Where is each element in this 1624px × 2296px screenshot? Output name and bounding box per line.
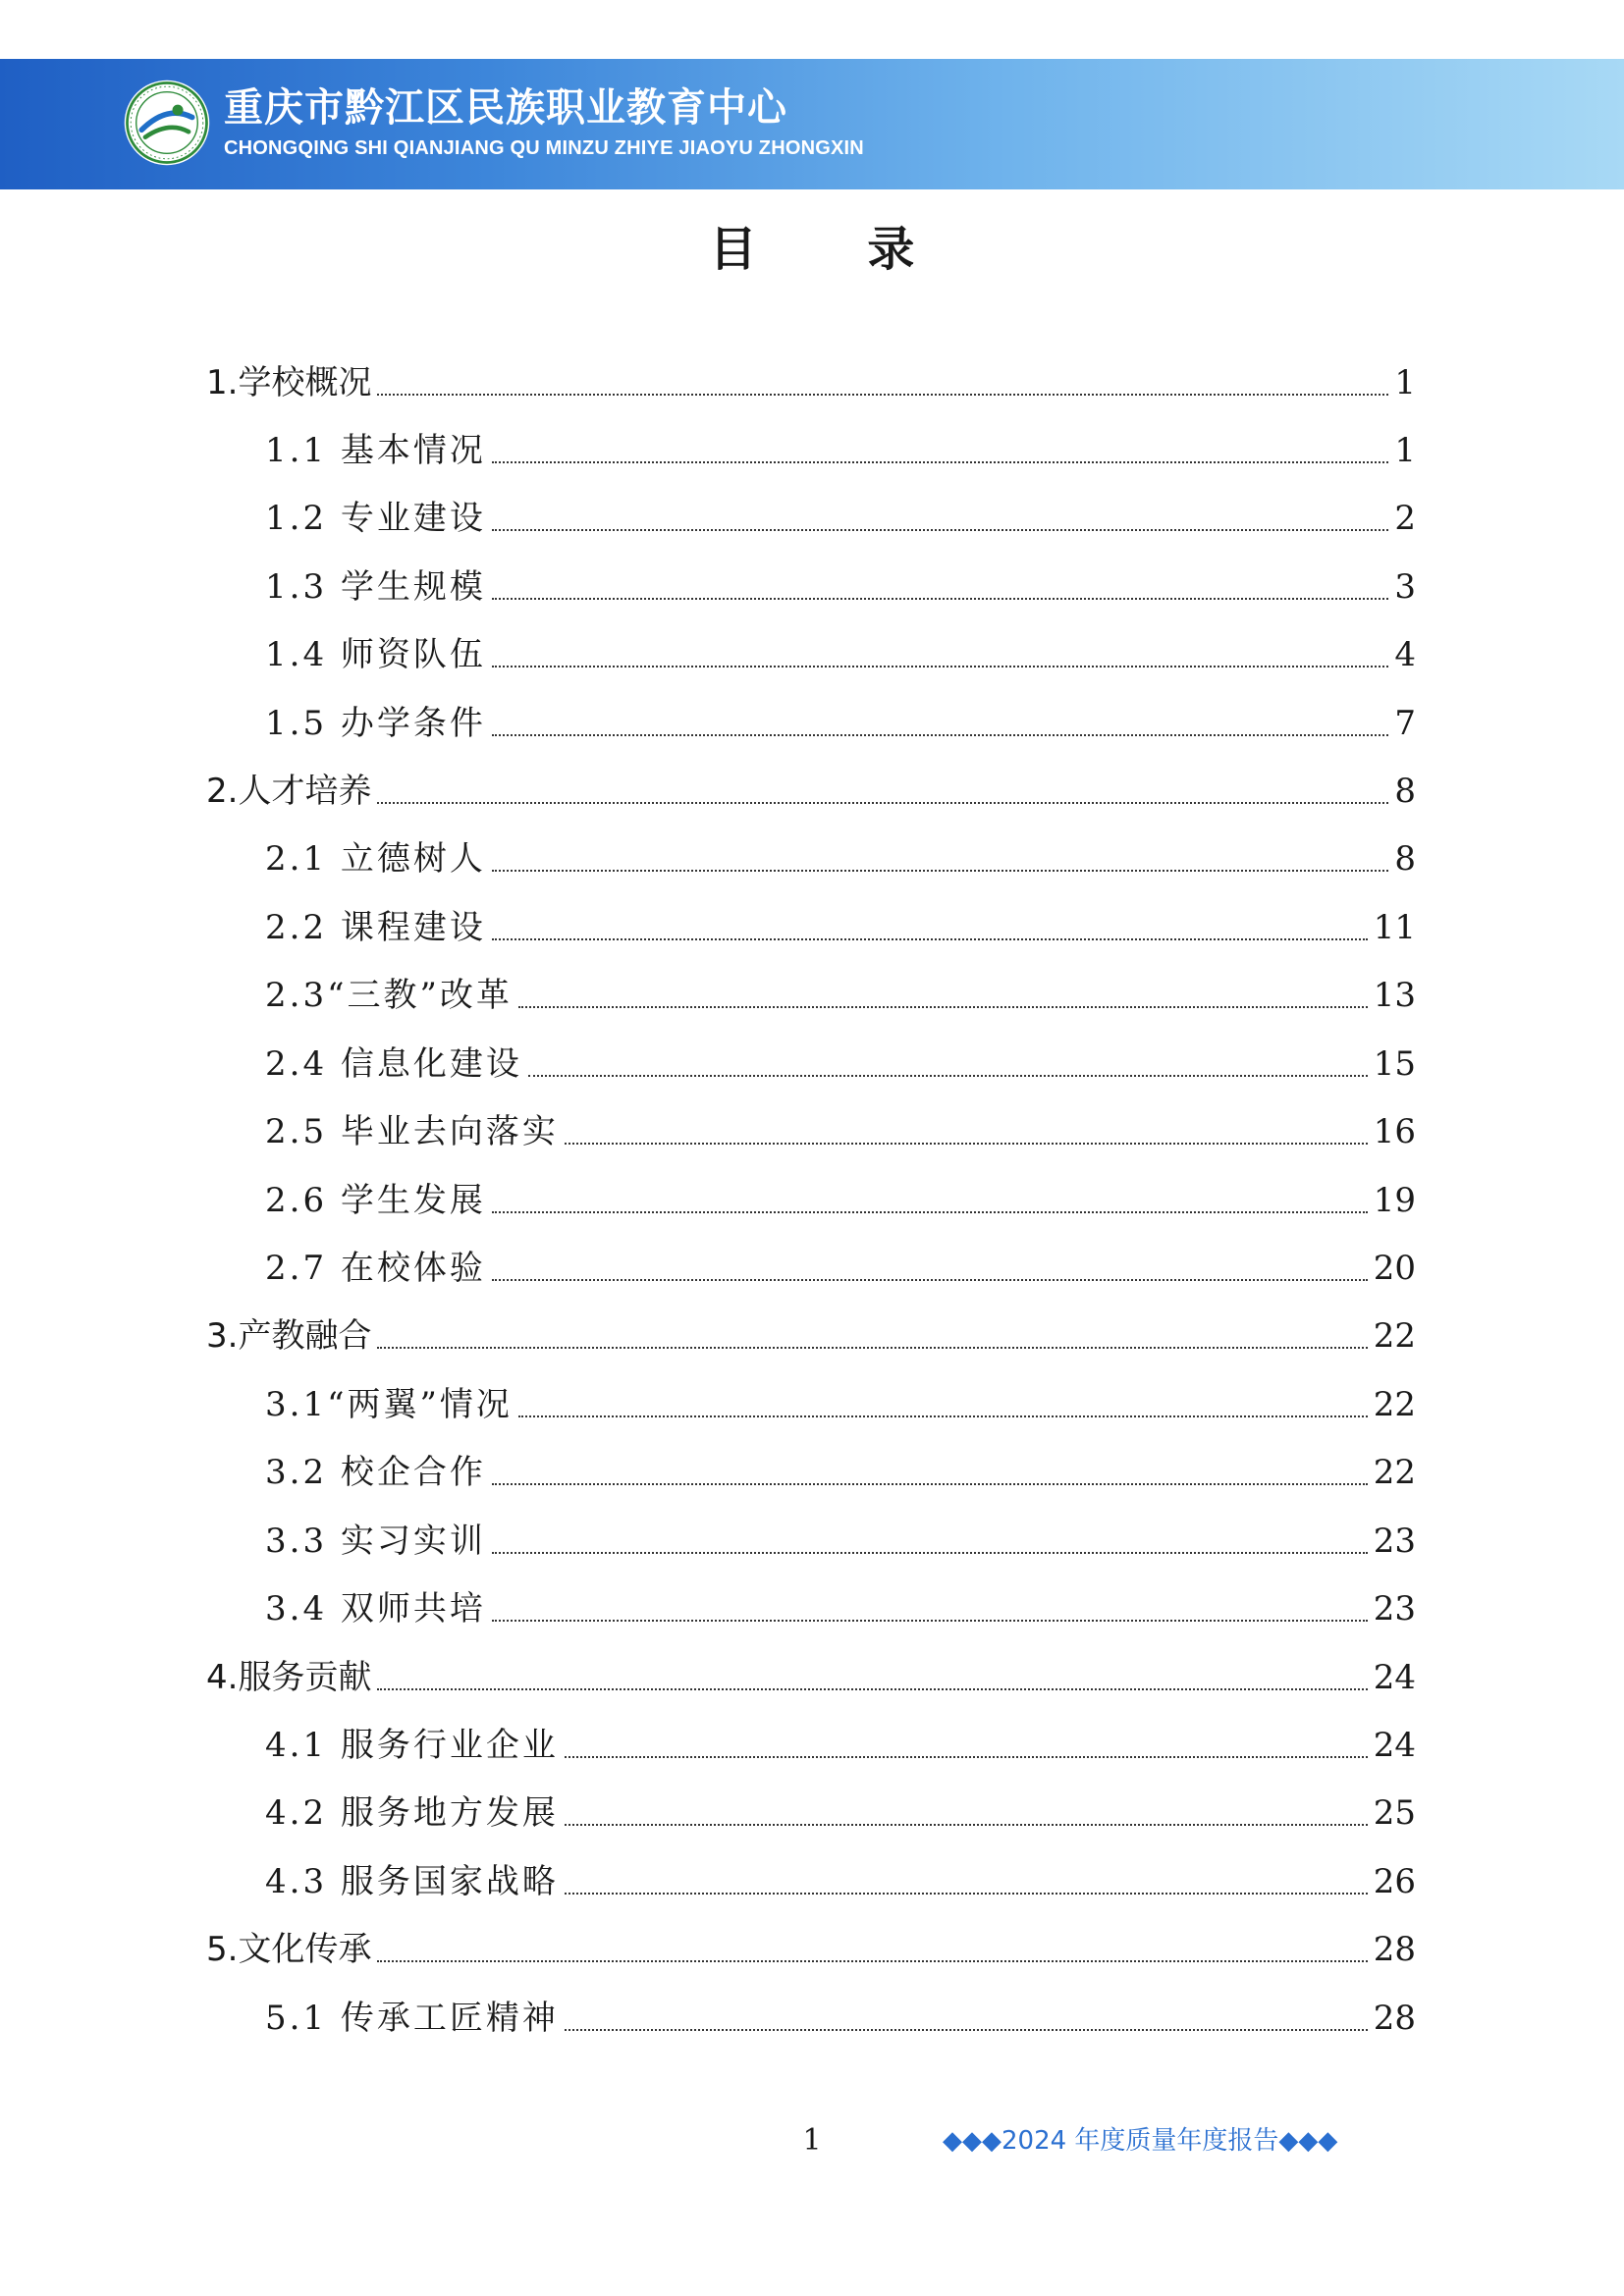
dot-leader <box>565 2029 1368 2031</box>
toc-entry-page: 28 <box>1373 1999 1416 2038</box>
toc-entry-page: 22 <box>1373 1316 1416 1356</box>
toc-entry-page: 8 <box>1394 839 1416 879</box>
toc-entry-page: 2 <box>1394 499 1416 538</box>
toc-entry-page: 25 <box>1373 1793 1416 1833</box>
toc-entry[interactable] <box>265 1377 1416 1426</box>
dot-leader <box>377 1960 1367 1962</box>
dot-leader <box>492 1552 1368 1554</box>
toc-entry-label: 1.2 专业建设 <box>265 499 486 538</box>
toc-entry-label: 2.7 在校体验 <box>265 1249 486 1288</box>
dot-leader <box>518 1415 1368 1417</box>
toc-entry[interactable] <box>265 1445 1416 1494</box>
toc-entry[interactable] <box>265 1854 1416 1903</box>
dot-leader <box>492 666 1388 667</box>
toc-entry[interactable] <box>265 900 1416 949</box>
toc-entry-label: 1.3 学生规模 <box>265 567 486 607</box>
dot-leader <box>377 1688 1367 1690</box>
toc-entry-label: 5.1 传承工匠精神 <box>265 1999 559 2038</box>
toc-entry-page: 23 <box>1373 1589 1416 1629</box>
toc-entry[interactable] <box>265 491 1416 540</box>
toc-entry-page: 19 <box>1373 1181 1416 1220</box>
toc-entry-label: 5.文化传承 <box>206 1930 372 1969</box>
toc-entry-label: 4.1 服务行业企业 <box>265 1726 559 1765</box>
toc-entry[interactable] <box>265 1173 1416 1222</box>
dot-leader <box>492 1620 1368 1622</box>
dot-leader <box>565 1756 1368 1758</box>
toc-entry[interactable] <box>265 1241 1416 1290</box>
toc-entry-label: 1.学校概况 <box>206 363 372 402</box>
toc-entry[interactable] <box>265 696 1416 745</box>
dot-leader <box>492 1483 1368 1485</box>
toc-entry[interactable] <box>206 1308 1416 1358</box>
header-banner <box>0 59 1624 189</box>
dot-leader <box>377 1347 1367 1349</box>
toc-entry-page: 22 <box>1373 1453 1416 1492</box>
toc-entry-page: 26 <box>1373 1862 1416 1901</box>
toc-entry[interactable] <box>206 764 1416 813</box>
toc-entry-page: 4 <box>1394 635 1416 674</box>
toc-entry-page: 1 <box>1394 363 1416 402</box>
toc-entry[interactable] <box>265 1037 1416 1086</box>
toc-entry-page: 7 <box>1394 704 1416 743</box>
dot-leader <box>492 598 1388 600</box>
toc-entry[interactable] <box>206 1922 1416 1971</box>
toc-entry-page: 23 <box>1373 1522 1416 1561</box>
toc-entry-label: 4.3 服务国家战略 <box>265 1862 559 1901</box>
toc-entry[interactable] <box>265 1786 1416 1835</box>
toc-entry[interactable] <box>265 1991 1416 2040</box>
dot-leader <box>565 1143 1368 1145</box>
school-emblem-icon <box>122 78 212 168</box>
toc-entry-label: 2.5 毕业去向落实 <box>265 1112 559 1151</box>
toc-entry-label: 3.2 校企合作 <box>265 1453 486 1492</box>
dot-leader <box>492 870 1388 872</box>
dot-leader <box>492 938 1368 940</box>
toc-entry-page: 3 <box>1394 567 1416 607</box>
school-name-en: CHONGQING SHI QIANJIANG QU MINZU ZHIYE JIAOYU ZHONGXIN <box>224 137 864 159</box>
toc-entry-label: 2.人才培养 <box>206 772 372 811</box>
toc-entry-label: 1.5 办学条件 <box>265 704 486 743</box>
dot-leader <box>528 1075 1368 1077</box>
toc-entry-label: 2.6 学生发展 <box>265 1181 486 1220</box>
dot-leader <box>492 461 1388 463</box>
toc-entry-page: 22 <box>1373 1385 1416 1424</box>
toc-entry-label: 3.产教融合 <box>206 1316 372 1356</box>
toc-entry-page: 28 <box>1373 1930 1416 1969</box>
toc-entry-page: 8 <box>1394 772 1416 811</box>
toc-entry[interactable] <box>206 355 1416 404</box>
dot-leader <box>565 1824 1368 1826</box>
dot-leader <box>492 1211 1368 1213</box>
dot-leader <box>377 394 1388 396</box>
dot-leader <box>492 529 1388 531</box>
dot-leader <box>518 1006 1368 1008</box>
toc-entry[interactable] <box>265 560 1416 609</box>
toc-entry[interactable] <box>265 1581 1416 1630</box>
toc-entry-label: 2.4 信息化建设 <box>265 1044 522 1084</box>
toc-entry-page: 1 <box>1394 431 1416 470</box>
toc-entry[interactable] <box>265 627 1416 676</box>
toc-entry-label: 3.3 实习实训 <box>265 1522 486 1561</box>
toc-entry-page: 24 <box>1373 1726 1416 1765</box>
toc-entry-label: 4.服务贡献 <box>206 1658 372 1697</box>
toc-entry[interactable] <box>265 1104 1416 1153</box>
toc-entry-label: 2.1 立德树人 <box>265 839 486 879</box>
toc-entry-label: 1.4 师资队伍 <box>265 635 486 674</box>
dot-leader <box>492 1279 1368 1281</box>
toc-entry-page: 11 <box>1373 908 1416 947</box>
footer-report-note: ◆◆◆2024 年度质量年度报告◆◆◆ <box>943 2126 1338 2156</box>
toc-entry[interactable] <box>265 968 1416 1017</box>
toc-entry[interactable] <box>265 1514 1416 1563</box>
toc-entry[interactable] <box>265 1718 1416 1767</box>
school-name-cn: 重庆市黔江区民族职业教育中心 <box>224 85 787 131</box>
toc-entry-label: 2.3“三教”改革 <box>265 976 513 1015</box>
toc-entry-label: 1.1 基本情况 <box>265 431 486 470</box>
toc-entry[interactable] <box>265 423 1416 472</box>
dot-leader <box>565 1893 1368 1895</box>
footer-page-number: 1 <box>802 2123 822 2158</box>
toc-entry-label: 3.4 双师共培 <box>265 1589 486 1629</box>
toc-entry[interactable] <box>206 1650 1416 1699</box>
toc-entry[interactable] <box>265 831 1416 881</box>
dot-leader <box>492 734 1388 736</box>
toc-entry-page: 13 <box>1373 976 1416 1015</box>
toc-entry-page: 15 <box>1373 1044 1416 1084</box>
toc-title: 目 录 <box>709 222 962 277</box>
toc-entry-label: 3.1“两翼”情况 <box>265 1385 513 1424</box>
dot-leader <box>377 802 1388 804</box>
toc-entry-page: 24 <box>1373 1658 1416 1697</box>
toc-entry-label: 2.2 课程建设 <box>265 908 486 947</box>
toc-entry-label: 4.2 服务地方发展 <box>265 1793 559 1833</box>
toc-entry-page: 20 <box>1373 1249 1416 1288</box>
toc-entry-page: 16 <box>1373 1112 1416 1151</box>
